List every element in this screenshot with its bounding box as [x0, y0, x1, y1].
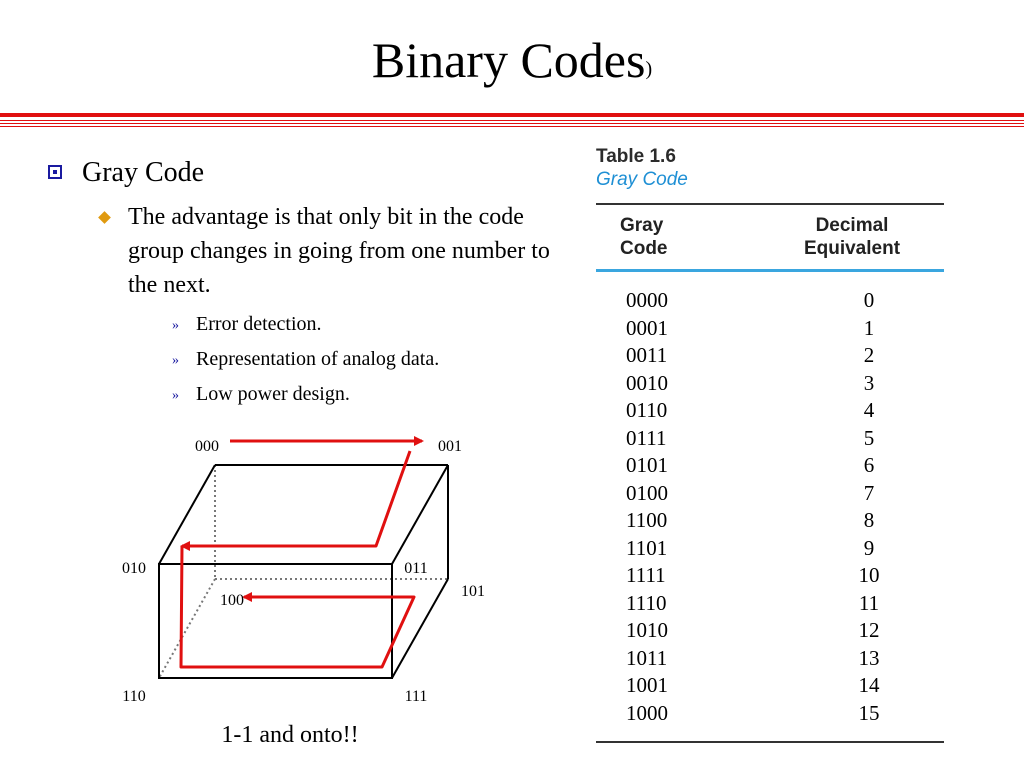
gray-code-path — [181, 441, 422, 667]
bullet-level3-text: Error detection. — [196, 313, 322, 335]
table-row — [596, 425, 944, 453]
gray-cell: 1111 — [626, 563, 666, 588]
gray-cell: 0110 — [626, 398, 668, 423]
gray-cell: 1110 — [626, 590, 667, 615]
table-row — [596, 315, 944, 343]
table-row — [596, 562, 944, 590]
gray-cell: 1011 — [626, 645, 668, 670]
table-row — [596, 617, 944, 645]
table-row — [596, 287, 944, 315]
decimal-cell: 13 — [858, 645, 880, 670]
gray-cell: 0000 — [626, 288, 668, 313]
bullet-level2 — [94, 200, 558, 302]
title-rule-thin-2 — [0, 123, 1024, 124]
decimal-cell: 6 — [863, 453, 875, 478]
bullet-level3 — [172, 346, 548, 372]
gray-cell: 0100 — [626, 480, 668, 505]
bullet-level3-text: Representation of analog data. — [196, 348, 440, 370]
cube-edge-hidden — [159, 579, 215, 678]
gray-cell: 1010 — [626, 618, 668, 643]
title-rule-thick — [0, 113, 1024, 117]
bullet-level3-text: Low power design. — [196, 383, 350, 405]
gray-cell: 0111 — [626, 425, 667, 450]
table-bottom-rule — [596, 741, 944, 743]
decimal-cell: 7 — [863, 480, 875, 505]
vertex-label-011: 011 — [404, 560, 428, 577]
gray-code-cube-diagram — [110, 428, 510, 719]
decimal-cell: 10 — [858, 563, 880, 588]
gray-cell: 0011 — [626, 343, 668, 368]
title-rule-thin-1 — [0, 120, 1024, 121]
slide-title-text: Binary Codes — [371, 32, 646, 88]
header-gray-line1: Gray — [620, 215, 664, 236]
bullet-level3 — [172, 381, 548, 407]
vertex-label-010: 010 — [122, 560, 146, 577]
gray-cell: 0101 — [626, 453, 668, 478]
decimal-cell: 12 — [858, 618, 880, 643]
cube-caption: 1-1 and onto!! — [221, 722, 359, 748]
vertex-label-000: 000 — [195, 438, 219, 455]
decimal-cell: 14 — [858, 673, 880, 698]
bullet-level2-text: The advantage is that only bit in the code group changes in going from one number to the next. — [128, 204, 550, 298]
table-body — [596, 272, 944, 741]
bullet-level1-text: Gray Code — [82, 157, 205, 188]
cube-vertex-labels — [122, 438, 485, 705]
bullet-list — [48, 156, 548, 407]
table-row — [596, 397, 944, 425]
gray-cell: 1001 — [626, 673, 668, 698]
vertex-label-100: 100 — [220, 592, 244, 609]
gray-cell: 1000 — [626, 700, 668, 725]
decimal-cell: 2 — [863, 343, 875, 368]
decimal-cell: 9 — [863, 535, 875, 560]
chevron-bullet-icon: » — [172, 388, 179, 403]
decimal-cell: 1 — [863, 315, 875, 340]
table-row — [596, 645, 944, 673]
decimal-cell: 11 — [858, 590, 880, 615]
decimal-cell: 4 — [863, 398, 875, 423]
gray-cell: 0001 — [626, 315, 668, 340]
table-label: Table 1.6 — [596, 146, 676, 167]
vertex-label-110: 110 — [122, 688, 146, 705]
bullet-level3 — [172, 311, 548, 337]
decimal-cell: 5 — [863, 425, 875, 450]
gray-cell: 1100 — [626, 508, 668, 533]
table-row — [596, 370, 944, 398]
table-row — [596, 342, 944, 370]
header-decimal-line2: Equivalent — [803, 238, 901, 259]
table-row — [596, 700, 944, 728]
table-header — [596, 205, 944, 269]
decimal-cell: 3 — [863, 370, 875, 395]
title-rule-thin-3 — [0, 126, 1024, 127]
header-gray-line2: Code — [620, 238, 668, 259]
chevron-bullet-icon: » — [172, 353, 179, 368]
table-row — [596, 507, 944, 535]
chevron-bullet-icon: » — [172, 318, 179, 333]
slide-title-suffix: ) — [645, 58, 653, 80]
header-decimal-equivalent — [720, 214, 944, 260]
gray-cell: 1101 — [626, 535, 668, 560]
table-row — [596, 590, 944, 618]
slide-title — [0, 28, 1024, 101]
table-row — [596, 672, 944, 700]
gray-code-table — [596, 145, 944, 743]
cube-svg — [110, 428, 510, 714]
header-gray-code — [596, 214, 720, 260]
diamond-bullet-icon — [98, 211, 111, 224]
vertex-label-111: 111 — [404, 688, 428, 705]
vertex-label-101: 101 — [461, 583, 485, 600]
bullet-level1 — [48, 156, 548, 190]
table-subtitle: Gray Code — [596, 169, 688, 190]
cube-edge — [159, 465, 215, 564]
decimal-cell: 8 — [863, 508, 875, 533]
vertex-label-001: 001 — [438, 438, 462, 455]
gray-cell: 0010 — [626, 370, 668, 395]
decimal-cell: 0 — [863, 288, 875, 313]
table-row — [596, 452, 944, 480]
table-row — [596, 480, 944, 508]
header-decimal-line1: Decimal — [815, 215, 889, 236]
table-row — [596, 535, 944, 563]
square-bullet-icon — [48, 165, 62, 179]
cube-front-face — [159, 564, 392, 678]
decimal-cell: 15 — [858, 700, 880, 725]
